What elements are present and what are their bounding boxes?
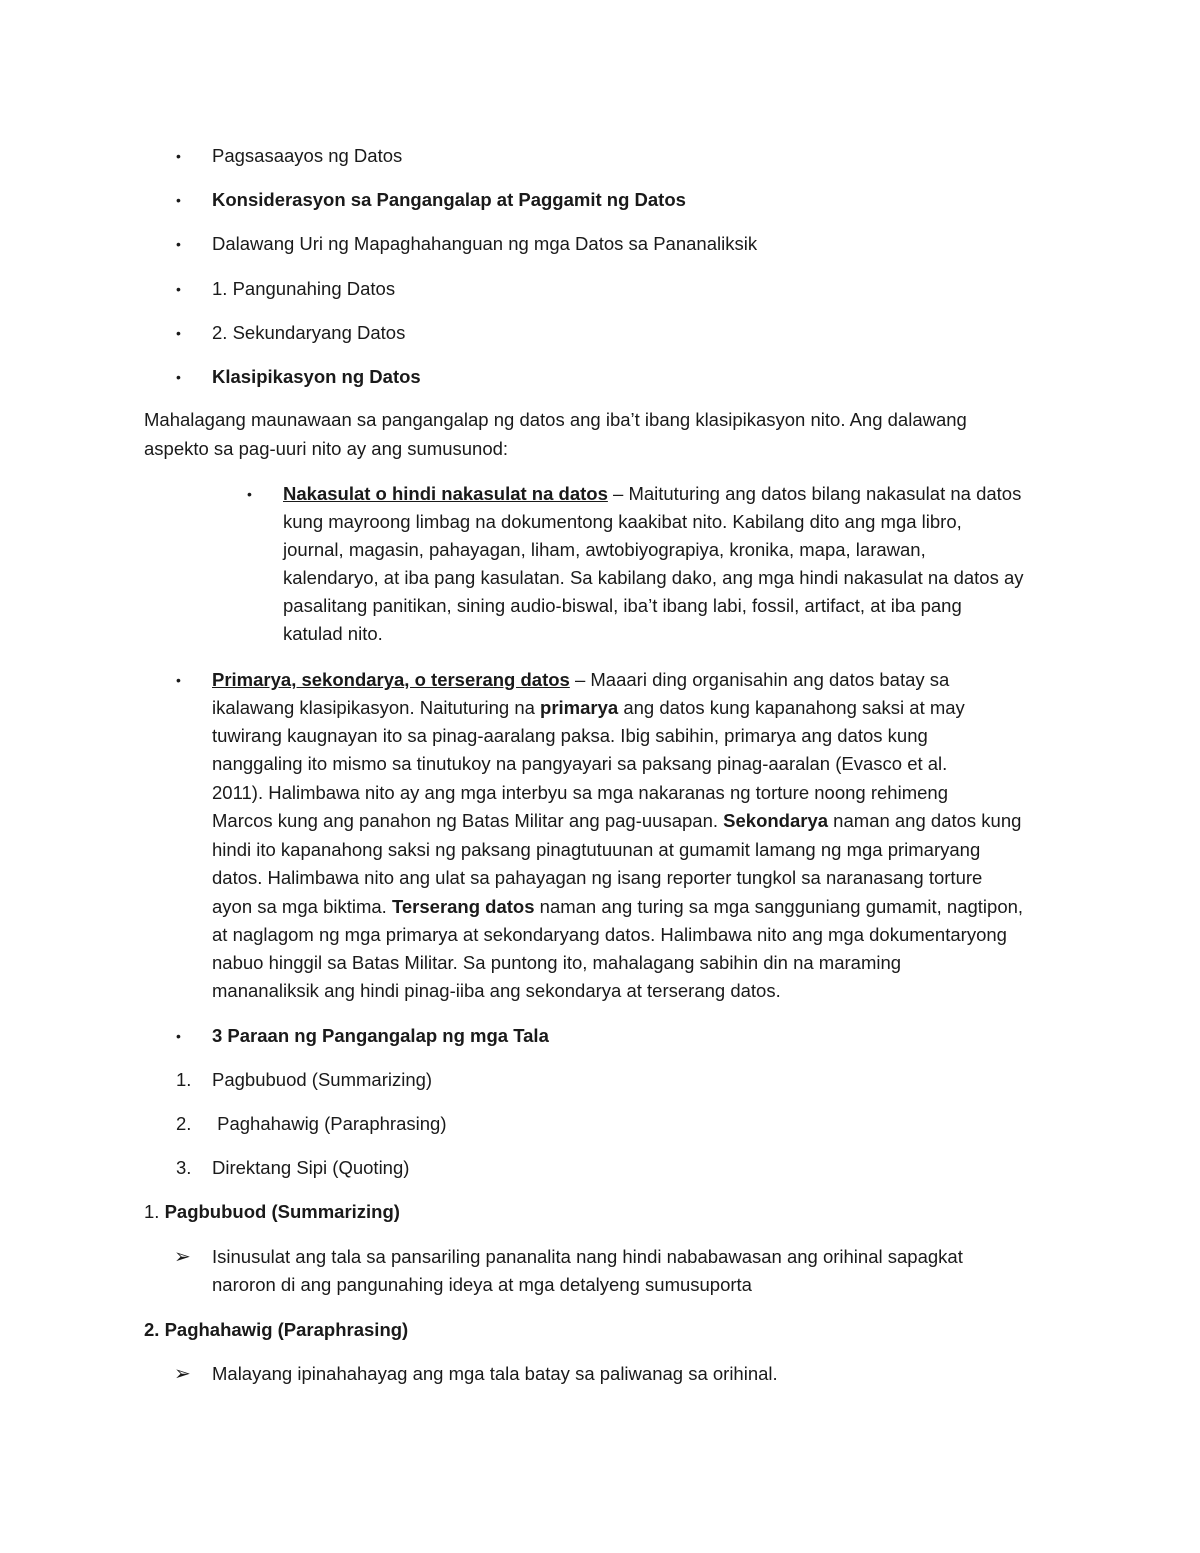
nakasulat-line: journal, magasin, pahayagan, liham, awtobiyograpiya, kronika, mapa, larawan, (283, 539, 926, 560)
list-item: Dalawang Uri ng Mapaghahanguan ng mga Datos sa Pananaliksik (212, 233, 758, 254)
list-item: 2. Sekundaryang Datos (212, 322, 406, 343)
numbered-item: Direktang Sipi (Quoting) (212, 1157, 410, 1178)
paraan-heading: 3 Paraan ng Pangangalap ng mga Tala (212, 1025, 549, 1046)
primarya-line: hindi ito kapanahong saksi ng paksang pinagtutuunan at gumamit lamang ng mga primaryang (212, 839, 981, 860)
primarya-line (212, 694, 965, 722)
arrow-bullet-icon: ➢ (174, 1363, 191, 1385)
nakasulat-line: kalendaryo, at iba pang kasulatan. Sa kabilang dako, ang mga hindi nakasulat na datos ay (283, 567, 1024, 588)
list-number: 3. (176, 1157, 192, 1178)
section-heading (144, 1198, 400, 1226)
bullet-icon: • (176, 236, 181, 252)
section-title: Pagbubuod (Summarizing) (164, 1201, 400, 1222)
nakasulat-line: kung mayroong limbag na dokumentong kaakibat nito. Kabilang dito ang mga libro, (283, 511, 962, 532)
primarya-line: mananaliksik ang hindi pinag-iiba ang sekondarya at terserang datos. (212, 980, 781, 1001)
nakasulat-line: pasalitang panitikan, sining audio-biswal, iba’t ibang labi, fossil, artifact, at iba pang (283, 595, 962, 616)
section-line: Malayang ipinahahayag ang mga tala batay sa paliwanag sa orihinal. (212, 1363, 778, 1384)
primarya-first-line (212, 666, 949, 694)
intro-line: aspekto sa pag-uuri nito ay ang sumusunod: (144, 438, 509, 459)
primarya-text: ayon sa mga biktima. (212, 896, 392, 917)
bullet-icon: • (176, 325, 181, 341)
primarya-text: naman ang datos kung (828, 810, 1022, 831)
bullet-icon: • (176, 369, 181, 385)
nakasulat-text: – Maituturing ang datos bilang nakasulat na datos (607, 483, 1022, 504)
terserang-bold: Terserang datos (391, 896, 535, 917)
bullet-icon: • (176, 148, 181, 164)
bullet-icon: • (176, 1028, 181, 1044)
bullet-icon: • (176, 672, 181, 688)
arrow-bullet-icon: ➢ (174, 1246, 191, 1268)
primarya-bold: primarya (540, 697, 619, 718)
nakasulat-line: katulad nito. (283, 623, 383, 644)
list-item: 1. Pangunahing Datos (212, 278, 396, 299)
primarya-line: 2011). Halimbawa nito ay ang mga interbyu sa mga nakaranas ng torture noong rehimeng (212, 782, 948, 803)
nakasulat-term: Nakasulat o hindi nakasulat na datos (283, 483, 608, 504)
primarya-line (212, 893, 1023, 921)
bullet-icon: • (176, 192, 181, 208)
sekondarya-bold: Sekondarya (723, 810, 829, 831)
primarya-line (212, 807, 1021, 835)
bullet-icon: • (176, 281, 181, 297)
primarya-text: – Maaari ding organisahin ang datos batay sa (569, 669, 950, 690)
list-number: 2. (176, 1113, 192, 1134)
section-number: 1. (144, 1201, 165, 1222)
numbered-item: Paghahawig (Paraphrasing) (212, 1113, 447, 1134)
primarya-text: ang datos kung kapanahong saksi at may (618, 697, 965, 718)
primarya-text: naman ang turing sa mga sangguniang gumamit, nagtipon, (534, 896, 1024, 917)
primarya-text: ikalawang klasipikasyon. Naituturing na (212, 697, 541, 718)
nakasulat-first-line (283, 480, 1021, 508)
primarya-line: at naglagom ng mga primarya at sekondaryang datos. Halimbawa nito ang mga dokumentaryong (212, 924, 1007, 945)
primarya-term: Primarya, sekondarya, o terserang datos (212, 669, 570, 690)
numbered-item: Pagbubuod (Summarizing) (212, 1069, 433, 1090)
primarya-line: nanggaling ito mismo sa tinutukoy na pangyayari sa paksang pinag-aaralan (Evasco et al. (212, 753, 948, 774)
primarya-line: nabuo hinggil sa Batas Militar. Sa puntong ito, mahalagang sabihin din na maraming (212, 952, 902, 973)
section-line: naroron di ang pangunahing ideya at mga detalyeng sumusuporta (212, 1274, 752, 1295)
bullet-icon: • (247, 486, 252, 502)
list-item: Pagsasaayos ng Datos (212, 145, 403, 166)
intro-line: Mahalagang maunawaan sa pangangalap ng datos ang iba’t ibang klasipikasyon nito. Ang dalawang (144, 409, 967, 430)
section-heading: 2. Paghahawig (Paraphrasing) (144, 1319, 409, 1340)
primarya-text: Marcos kung ang panahon ng Batas Militar ang pag-uusapan. (212, 810, 724, 831)
primarya-line: datos. Halimbawa nito ang ulat sa pahayagan ng isang reporter tungkol sa naranasang torture (212, 867, 983, 888)
list-item: Klasipikasyon ng Datos (212, 366, 421, 387)
list-item: Konsiderasyon sa Pangangalap at Paggamit ng Datos (212, 189, 686, 210)
primarya-line: tuwirang kaugnayan ito sa pinag-aaralang paksa. Ibig sabihin, primarya ang datos kung (212, 725, 928, 746)
section-line: Isinusulat ang tala sa pansariling pananalita nang hindi nababawasan ang orihinal sapagkat (212, 1246, 963, 1267)
list-number: 1. (176, 1069, 192, 1090)
